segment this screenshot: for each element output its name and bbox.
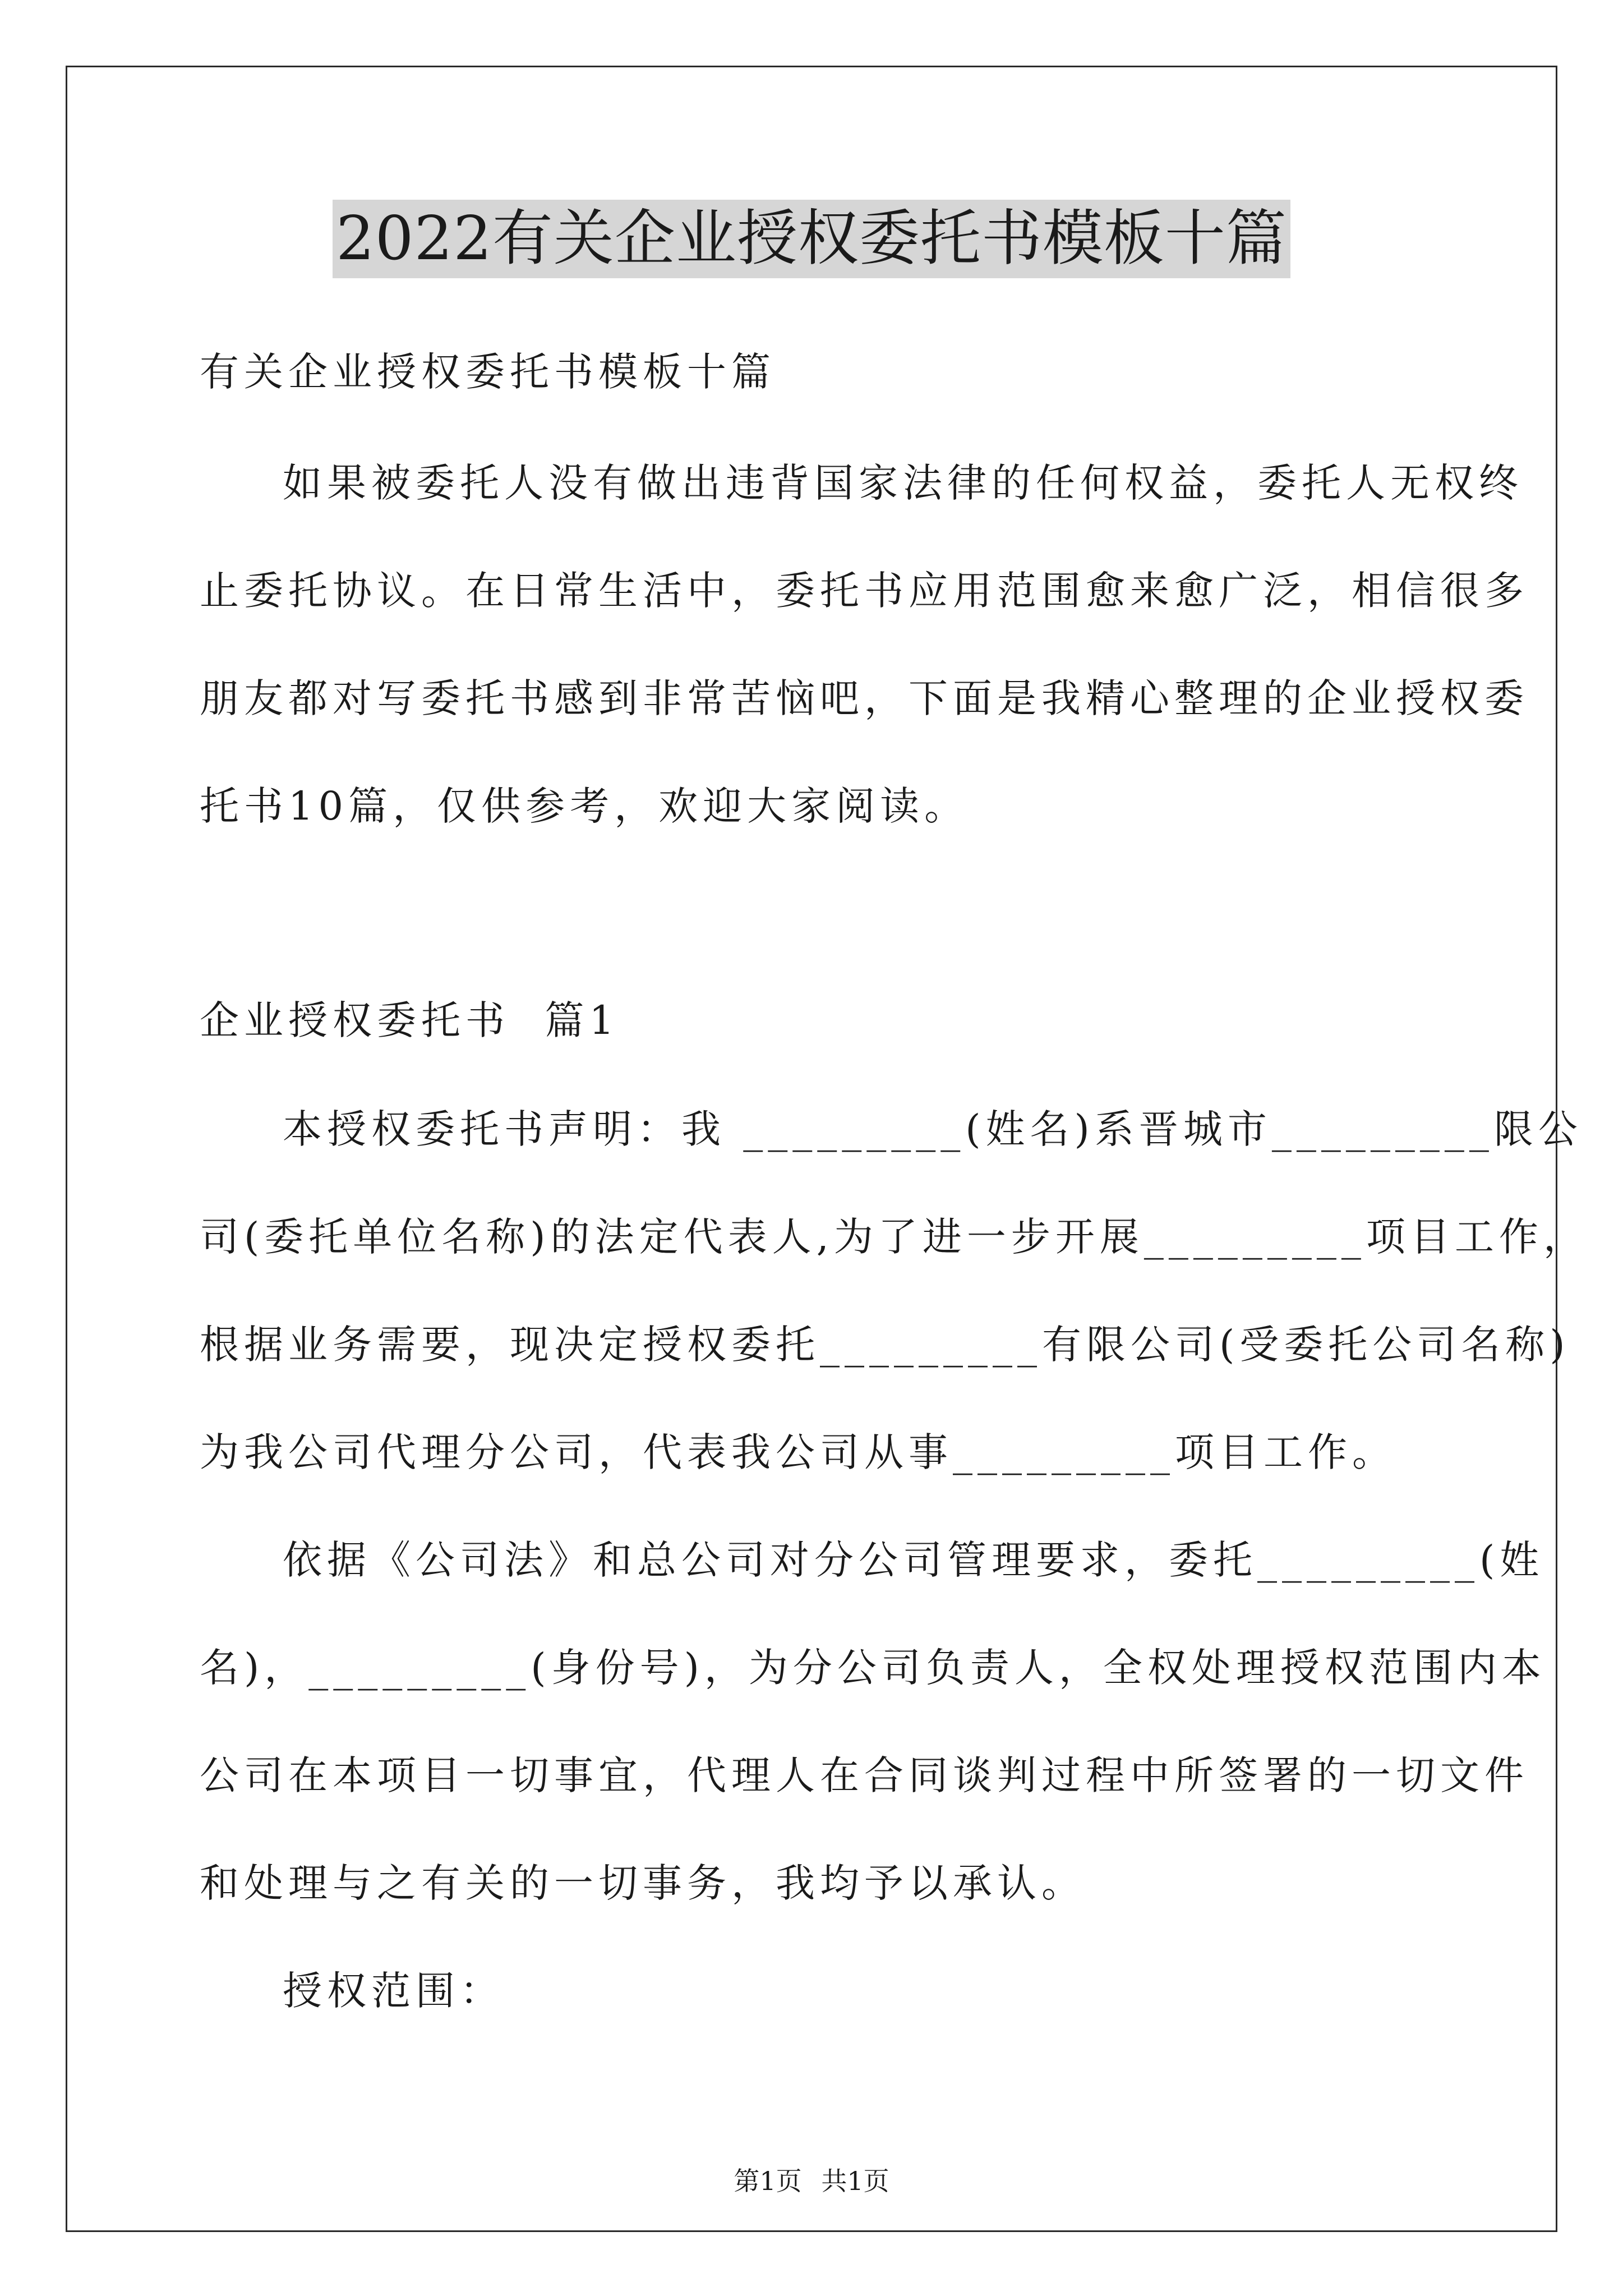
paragraph-line: 依据《公司法》和总公司对分公司管理要求，委托_________(姓: [283, 1537, 1544, 1583]
page-number: 第1页: [734, 2166, 802, 2196]
section-heading: 企业授权委托书 篇1: [200, 997, 620, 1043]
document-title: 2022有关企业授权委托书模板十篇: [333, 200, 1290, 278]
paragraph-line: 授权范围：: [283, 1968, 504, 2014]
paragraph-line: 和处理与之有关的一切事务，我均予以承认。: [200, 1860, 1086, 1906]
paragraph-line: 如果被委托人没有做出违背国家法律的任何权益，委托人无权终: [283, 460, 1523, 506]
paragraph-line: 本授权委托书声明：我 _________(姓名)系晋城市_________限公: [283, 1106, 1583, 1152]
paragraph-line: 根据业务需要，现决定授权委托_________有限公司(受委托公司名称): [200, 1322, 1570, 1368]
page-total: 共1页: [821, 2166, 889, 2196]
paragraph-line: 公司在本项目一切事宜，代理人在合同谈判过程中所签署的一切文件: [200, 1752, 1529, 1798]
title-container: [0, 200, 1623, 278]
paragraph-line: 为我公司代理分公司，代表我公司从事_________项目工作。: [200, 1429, 1396, 1475]
document-subtitle: 有关企业授权委托书模板十篇: [200, 349, 776, 395]
paragraph-line: 托书10篇，仅供参考，欢迎大家阅读。: [200, 783, 969, 829]
paragraph-line: 止委托协议。在日常生活中，委托书应用范围愈来愈广泛，相信很多: [200, 568, 1529, 614]
paragraph-line: 名)，_________(身份号)，为分公司负责人，全权处理授权范围内本: [200, 1645, 1546, 1691]
paragraph-line: 朋友都对写委托书感到非常苦恼吧，下面是我精心整理的企业授权委: [200, 675, 1529, 721]
paragraph-line: 司(委托单位名称)的法定代表人,为了进一步开展_________项目工作，: [200, 1214, 1588, 1260]
page-footer: [0, 2164, 1623, 2198]
